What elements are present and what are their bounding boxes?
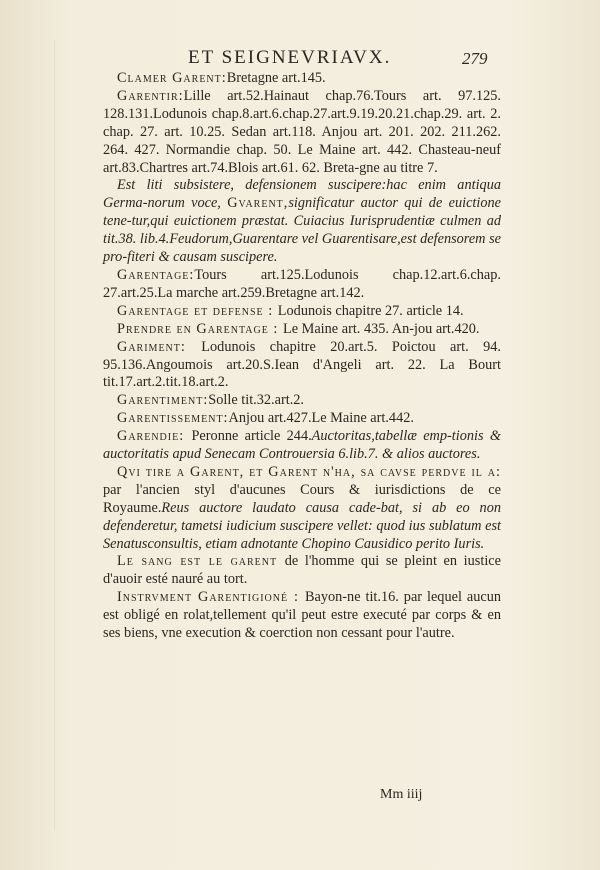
latin-gloss: Est liti subsistere, defensionem suscipere:hac enim antiqua Germa-norum voce, [103,177,501,212]
reference-text: Bretagne art.145. [226,70,326,86]
entry-headword: Clamer Garent: [117,70,227,86]
entry-p10 [103,428,501,464]
reference-text: par l'ancien styl d'aucunes Cours & iurisdictions de ce Royaume. [103,481,501,516]
entry-headword: Garentiment: [117,392,209,409]
gutter-shadow [54,40,55,830]
entry-headword: Gvarent, [227,195,289,212]
reference-text: Lille art.52.Hainaut chap.76.Tours art. 97.125. 128.131.Lodunois chap.8.art.6.chap.27.art.9.19.20.21.chap.29. art. 2. chap. 27. art. 10.25. Sedan art.118. Anjou art. 201. 202. 211.262. 264. 427. Normandie chap. 50. Le Maine art. 442. Chasteau-neuf art.83.Chartres art.74.Blois art.61. 62. Breta-gne au titre 7. [103,87,501,176]
entry-headword: Qvi tire a Garent, et Garent n'ha, sa cavse perdve il a: [117,463,501,480]
page-footer [0,787,600,811]
entry-headword: Garentage et defense : [117,302,278,319]
entry-headword: Garendie: [117,428,192,445]
entry-headword: Garentissement: [117,410,229,427]
reference-text: Lodunois chapitre 27. article 14. [277,302,464,319]
running-title: ET SEIGNEVRIAVX. [188,47,392,68]
reference-text: Anjou art.427.Le Maine art.442. [228,410,414,427]
entry-p4 [103,267,501,303]
reference-text: Tours art.125.Lodunois chap.12.art.6.chap. 27.art.25.La marche art.259.Bretagne art.142. [103,266,501,301]
page-header [0,47,600,71]
entry-p5 [103,303,501,321]
reference-text: Peronne article 244. [191,428,312,445]
page-number: 279 [462,49,488,68]
latin-gloss: Reus auctore laudato causa cade-bat, si ab eo non defenderetur, tametsi iudicium suscipere vellet: quod ius sublatum est Senatusconsultis, etiam adnotante Chopino Causidico perito Iuris. [103,499,501,552]
entry-headword: Prendre en Garentage : [117,320,283,337]
reference-text: Le Maine art. 435. An-jou art.420. [282,320,480,337]
latin-gloss: significatur auctor qui de euictione tene-tur,qui euictionem præstat. Cuiacius Iurisprudentiæ culmen ad tit.38. lib.4.Feudorum,Guarentare vel Guarentisare,est defensorem se pro-fiteri & causam suscipere. [103,195,501,266]
glossary-entries [103,70,501,643]
entry-p9 [103,410,501,428]
entry-p3 [103,177,501,267]
reference-text: Bayon-ne tit.16. par lequel aucun est obligé en rolat,tellement qu'il peut estre executé par corps & en ses biens, vne execution & coerction non cessant pour l'autre. [103,589,501,642]
latin-gloss: Auctoritas,tabellæ emp-tionis & auctoritatis apud Senecam Controuersia 6.lib.7. & alios auctores. [103,428,501,463]
entry-p8 [103,392,501,410]
entry-p12 [103,553,501,589]
entry-headword: Garentage: [117,266,195,283]
printer-signature: Mm iiij [380,787,423,802]
entry-headword: Gariment: [117,338,202,355]
entry-p6 [103,321,501,339]
entry-p2 [103,88,501,178]
entry-headword: Le sang est le garent [117,553,285,570]
entry-headword: Garentir: [117,87,184,104]
entry-p7 [103,339,501,393]
reference-text: de l'homme qui se pleint en iustice d'auoir esté nauré au tort. [103,553,501,588]
entry-p13 [103,589,501,643]
entry-headword: Instrvment Garentigioné : [117,589,305,606]
reference-text: Lodunois chapitre 20.art.5. Poictou art. 94. 95.136.Angoumois art.20.S.Iean d'Angeli art. 22. La Bourt tit.17.art.2.tit.18.art.2. [103,338,501,391]
entry-p11 [103,464,501,554]
reference-text: Solle tit.32.art.2. [208,392,304,409]
entry-p1 [103,70,501,88]
